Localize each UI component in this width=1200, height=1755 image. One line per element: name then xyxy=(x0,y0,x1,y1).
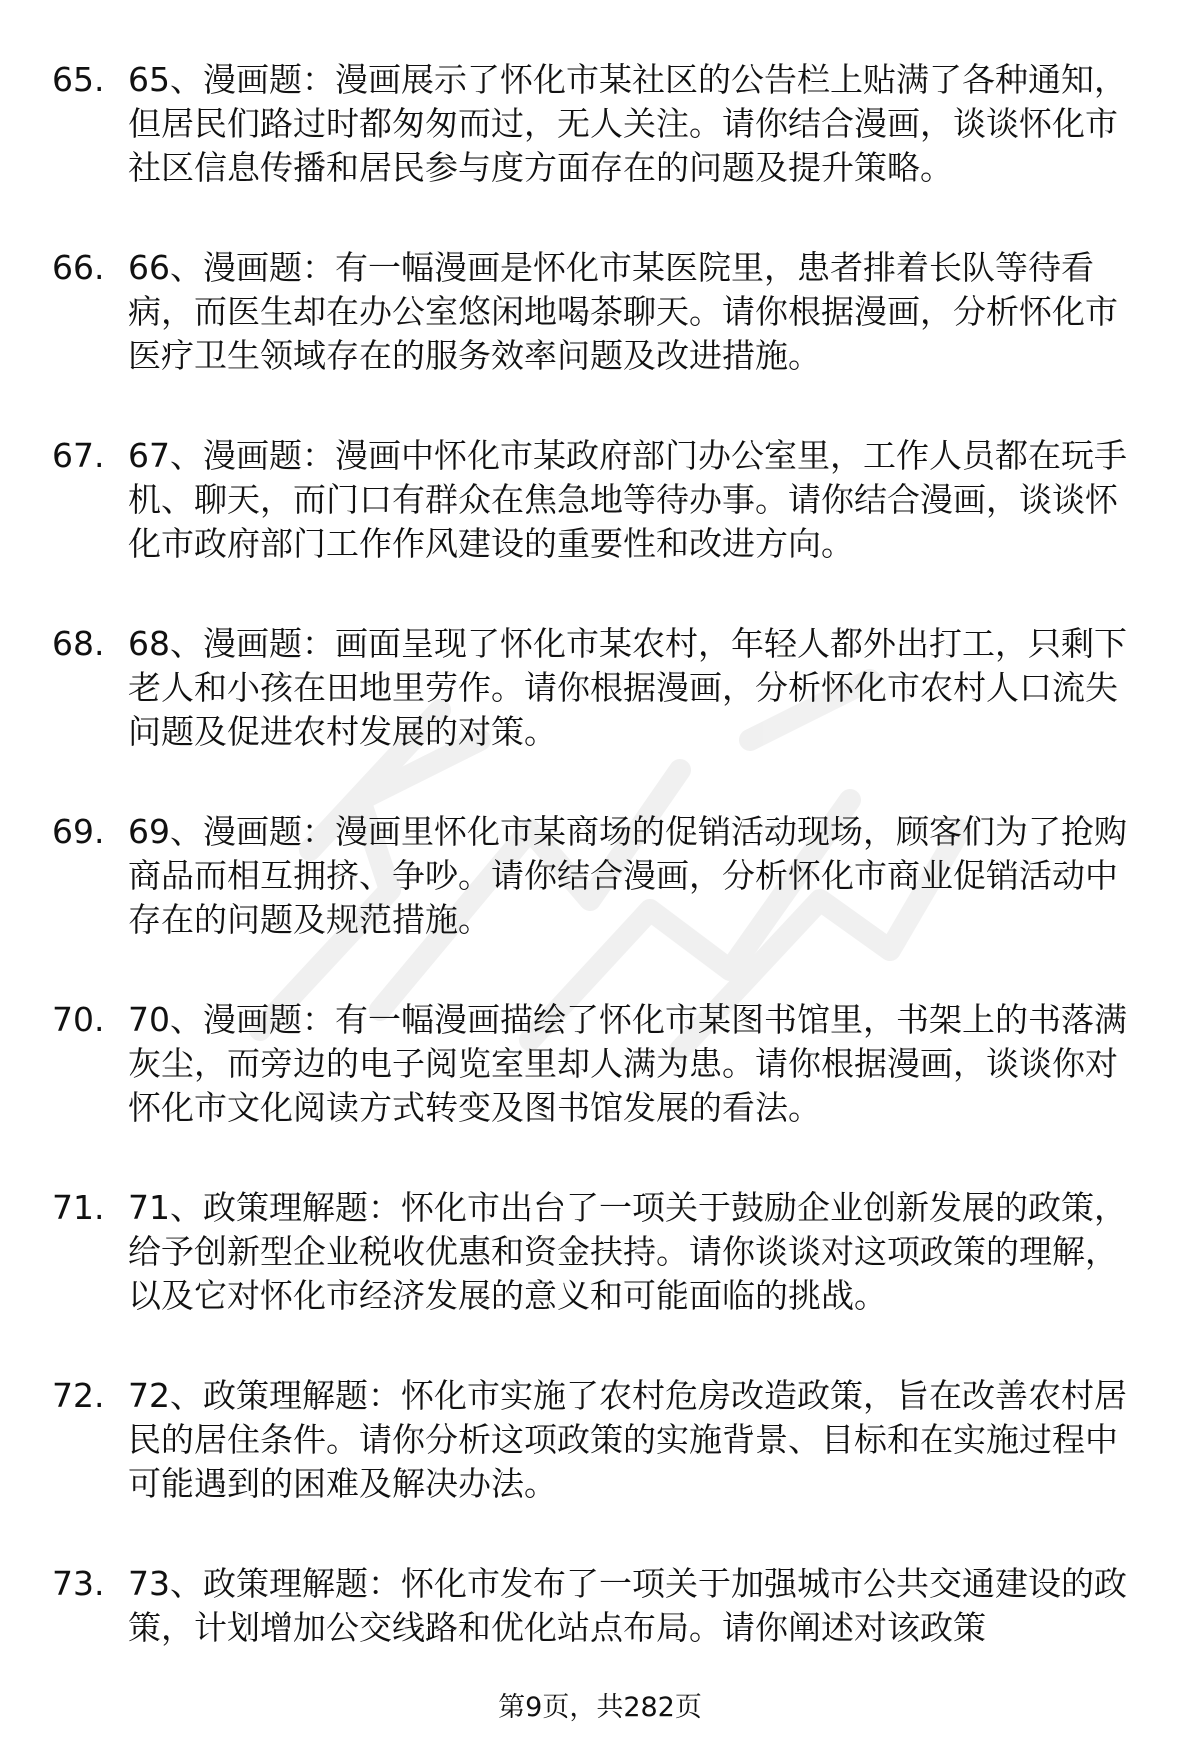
question-number: 69. xyxy=(52,812,105,851)
question-text: 69、漫画题：漫画里怀化市某商场的促销活动现场，顾客们为了抢购商品而相互拥挤、争吵。请你结合漫画，分析怀化市商业促销活动中存在的问题及规范措施。 xyxy=(128,812,1127,939)
question-item xyxy=(0,58,1200,246)
question-text: 65、漫画题：漫画展示了怀化市某社区的公告栏上贴满了各种通知，但居民们路过时都匆匆而过，无人关注。请你结合漫画，谈谈怀化市社区信息传播和居民参与度方面存在的问题及提升策略。 xyxy=(128,60,1127,187)
question-text: 71、政策理解题：怀化市出台了一项关于鼓励企业创新发展的政策，给予创新型企业税收优惠和资金扶持。请你谈谈对这项政策的理解，以及它对怀化市经济发展的意义和可能面临的挑战。 xyxy=(128,1188,1127,1315)
question-item xyxy=(0,810,1200,998)
question-number: 72. xyxy=(52,1376,105,1415)
question-text: 72、政策理解题：怀化市实施了农村危房改造政策，旨在改善农村居民的居住条件。请你分析这项政策的实施背景、目标和在实施过程中可能遇到的困难及解决办法。 xyxy=(128,1376,1127,1503)
question-item xyxy=(0,1186,1200,1374)
question-number: 65. xyxy=(52,60,105,99)
question-text: 67、漫画题：漫画中怀化市某政府部门办公室里，工作人员都在玩手机、聊天，而门口有群众在焦急地等待办事。请你结合漫画，谈谈怀化市政府部门工作作风建设的重要性和改进方向。 xyxy=(128,436,1127,563)
question-text: 68、漫画题：画面呈现了怀化市某农村，年轻人都外出打工，只剩下老人和小孩在田地里劳作。请你根据漫画，分析怀化市农村人口流失问题及促进农村发展的对策。 xyxy=(128,624,1127,751)
question-number: 66. xyxy=(52,248,105,287)
question-item xyxy=(0,622,1200,810)
question-item xyxy=(0,246,1200,434)
question-item xyxy=(0,434,1200,622)
question-number: 67. xyxy=(52,436,105,475)
question-number: 73. xyxy=(52,1564,105,1603)
question-number: 70. xyxy=(52,1000,105,1039)
question-item xyxy=(0,1374,1200,1562)
question-text: 66、漫画题：有一幅漫画是怀化市某医院里，患者排着长队等待看病，而医生却在办公室悠闲地喝茶聊天。请你根据漫画，分析怀化市医疗卫生领域存在的服务效率问题及改进措施。 xyxy=(128,248,1118,375)
question-number: 71. xyxy=(52,1188,105,1227)
question-text: 73、政策理解题：怀化市发布了一项关于加强城市公共交通建设的政策，计划增加公交线路和优化站点布局。请你阐述对该政策 xyxy=(128,1564,1127,1647)
question-text: 70、漫画题：有一幅漫画描绘了怀化市某图书馆里，书架上的书落满灰尘，而旁边的电子阅览室里却人满为患。请你根据漫画，谈谈你对怀化市文化阅读方式转变及图书馆发展的看法。 xyxy=(128,1000,1127,1127)
question-item xyxy=(0,998,1200,1186)
question-list xyxy=(0,58,1200,1750)
question-number: 68. xyxy=(52,624,105,663)
page-number-footer: 第9页，共282页 xyxy=(498,1692,702,1723)
